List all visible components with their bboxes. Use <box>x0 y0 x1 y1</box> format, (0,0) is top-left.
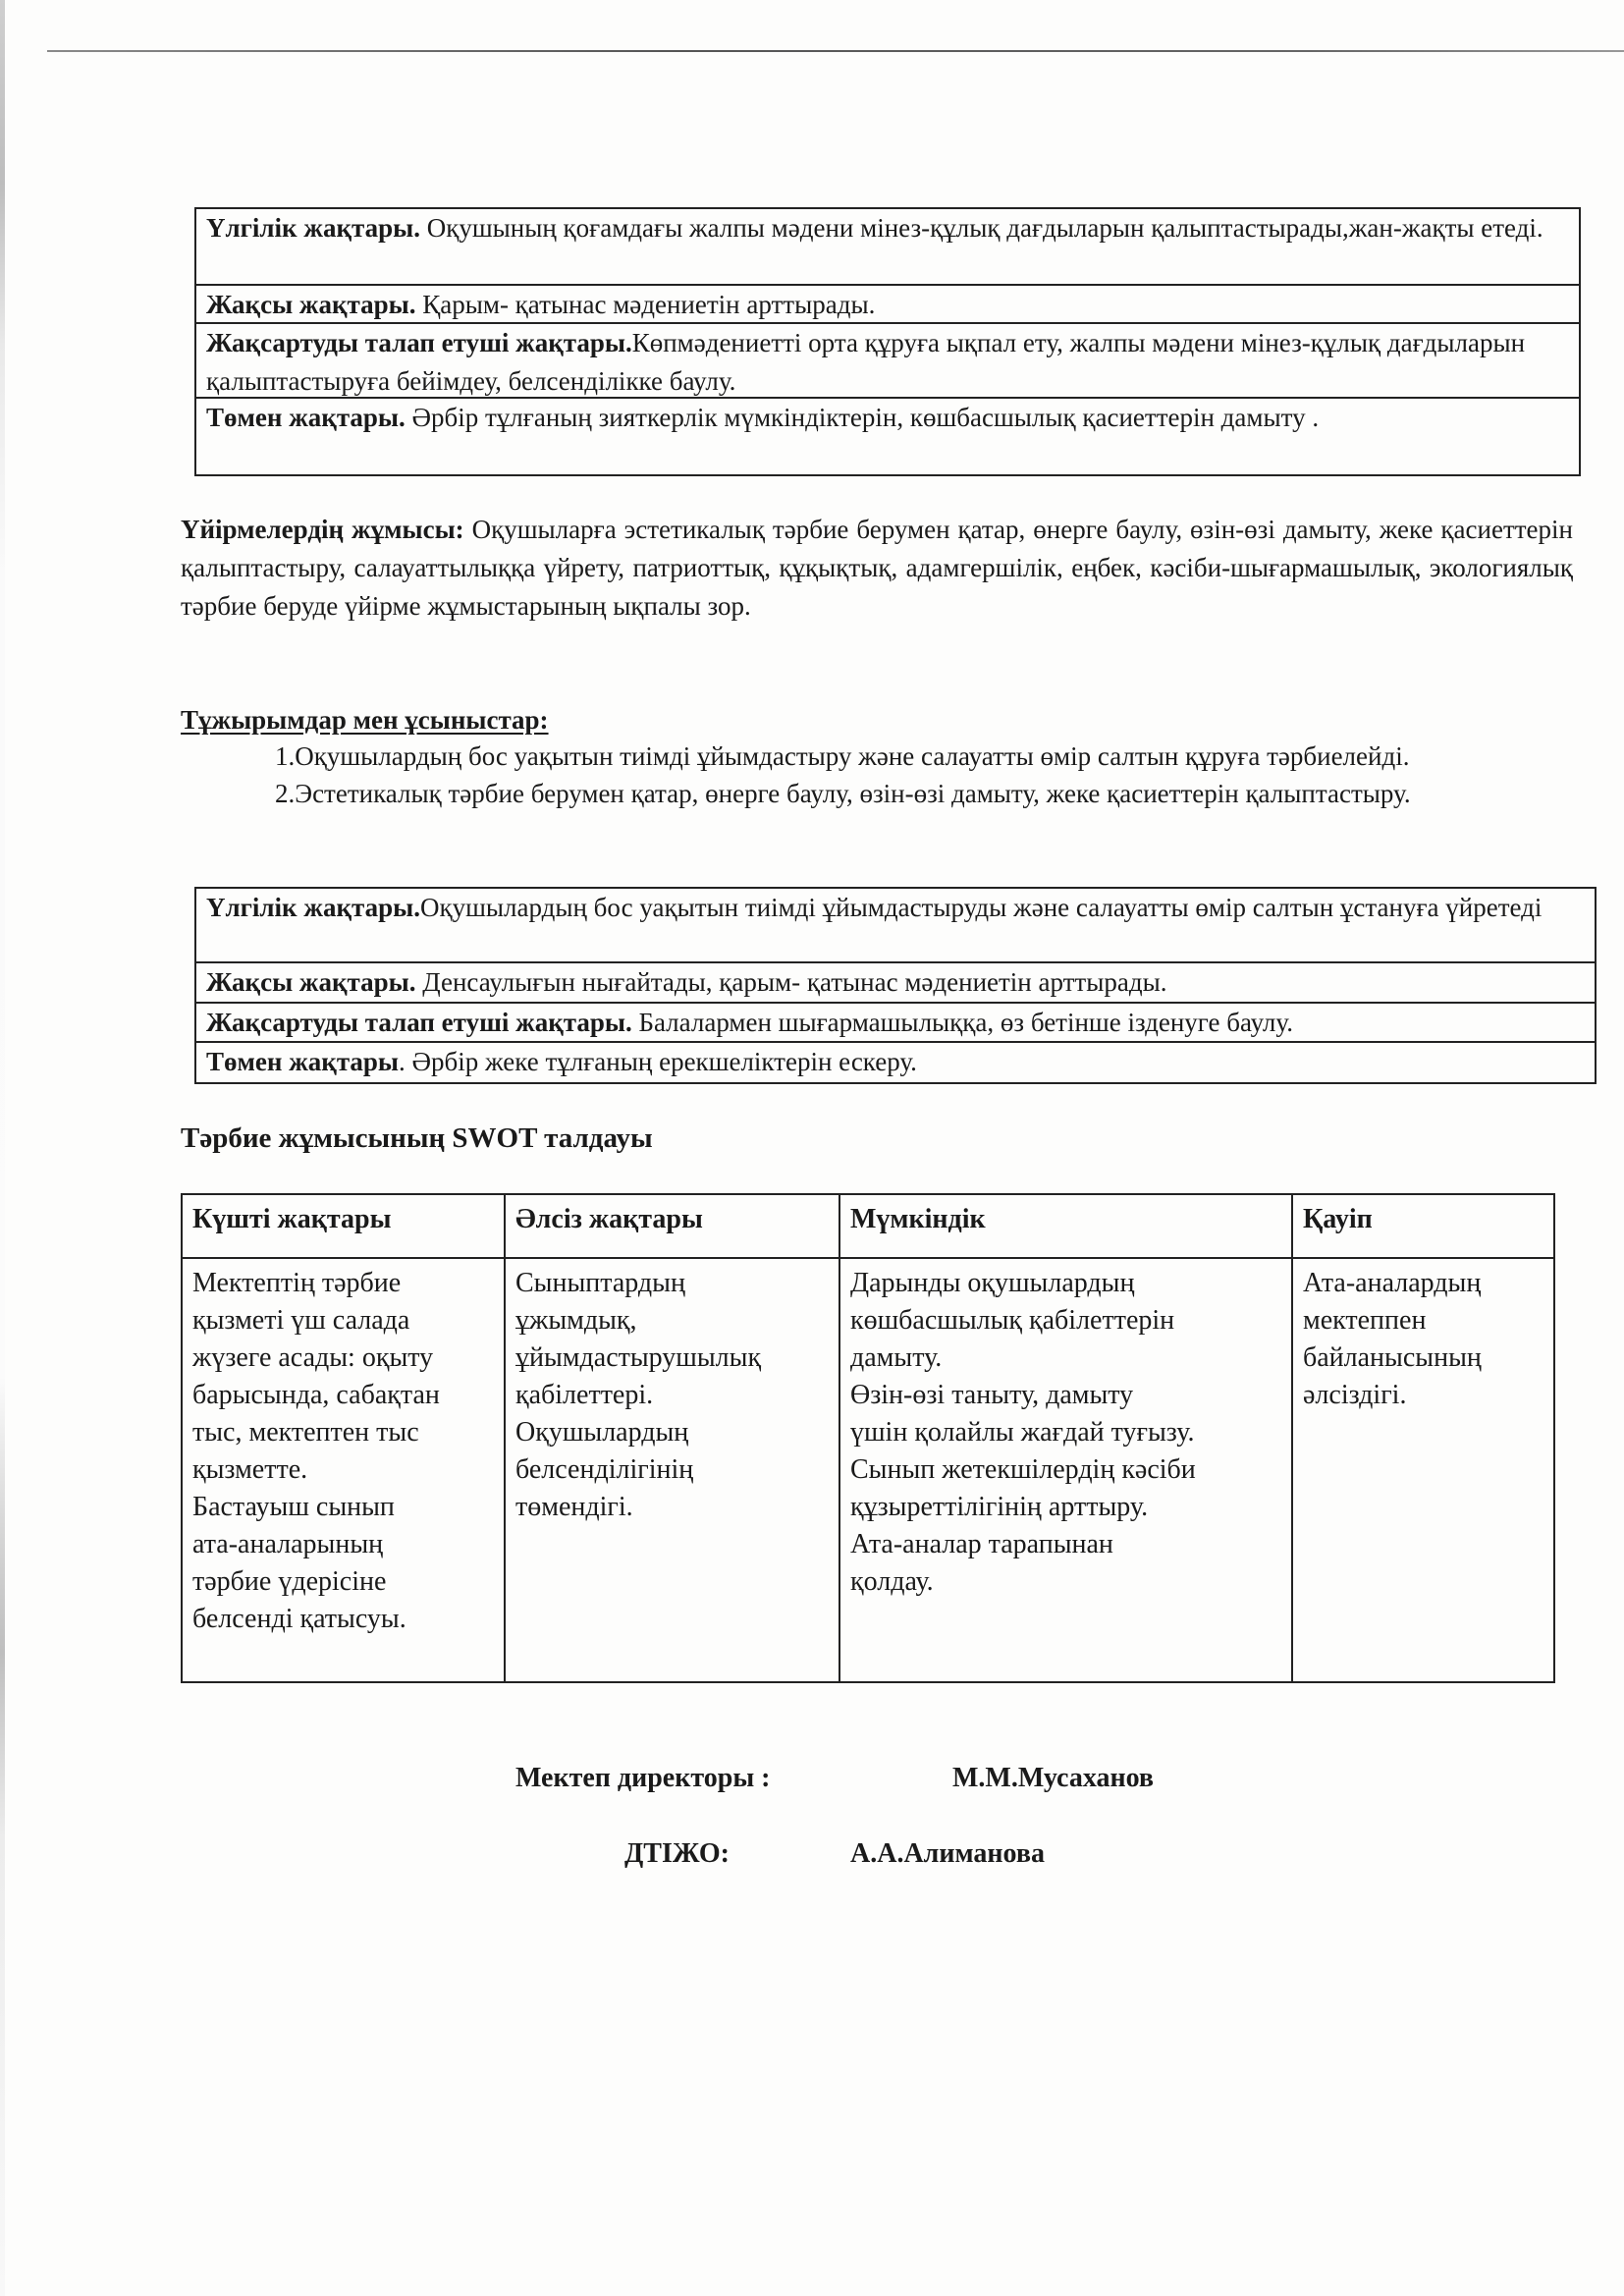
row-text: Әрбір тұлғаның зияткерлік мүмкіндіктерін, көшбасшылық қасиеттерін дамыту . <box>405 403 1320 432</box>
cell-line: Ата-аналардың <box>1303 1268 1482 1298</box>
clubs-label: Үйірмелердің жұмысы: <box>181 515 464 544</box>
table-row <box>196 209 1579 286</box>
table-row <box>196 286 1579 324</box>
cell-line: қолдау. <box>850 1566 934 1597</box>
deputy-role: ДТІЖО: <box>624 1838 730 1869</box>
swot-title: Тәрбие жұмысының SWOT талдауы <box>181 1122 653 1154</box>
swot-body-row <box>182 1258 1554 1682</box>
row-label: Жақсартуды талап етуші жақтары. <box>206 328 632 357</box>
conclusion-item: 1.Оқушылардың бос уақытын тиімді ұйымдастыру және салауатты өмір салтын құруға тәрбиелейді. <box>275 741 1410 771</box>
row-text: . Әрбір жеке тұлғаның ерекшеліктерін ескеру. <box>399 1047 917 1076</box>
cell-line: Сынып жетекшілердің кәсіби <box>850 1454 1196 1485</box>
swot-strengths-cell <box>182 1258 505 1682</box>
row-label: Төмен жақтары <box>206 1047 400 1076</box>
cell-line: тәрбие үдерісіне <box>192 1566 387 1597</box>
cell-line: Дарынды оқушылардың <box>850 1268 1135 1298</box>
deputy-name: А.А.Алиманова <box>850 1838 1045 1869</box>
row-text: Оқушылардың бос уақытын тиімді ұйымдастыруды және салауатты өмір салтын ұстануға үйретеді <box>419 893 1543 922</box>
cell-line: белсенді қатысуы. <box>192 1604 406 1634</box>
swot-header-strengths: Күшті жақтары <box>182 1194 505 1258</box>
cell-line: қабілеттері. <box>515 1380 654 1410</box>
assessment-table-top <box>194 207 1581 476</box>
clubs-paragraph <box>181 511 1573 626</box>
cell-line: көшбасшылық қабілеттерін <box>850 1305 1175 1336</box>
clubs-text: Оқушыларға эстетикалық тәрбие берумен қатар, өнерге баулу, өзін-өзі дамыту, жеке қасиеттерін қалыптастыру, салауаттылыққа үйрету, патриоттық, құқықтық, адамгершілік, еңбек, кәсіби-шығармашылық, экологиялық тәрбие беруде үйірме жұмыстарының ықпалы зор. <box>181 515 1573 621</box>
table-row <box>196 1004 1595 1043</box>
cell-line: Сыныптардың <box>515 1268 685 1298</box>
swot-header-threats: Қауіп <box>1292 1194 1554 1258</box>
swot-threats-cell <box>1292 1258 1554 1682</box>
swot-header-row <box>182 1194 1554 1258</box>
cell-line: төмендігі. <box>515 1492 633 1522</box>
cell-line: белсенділігінің <box>515 1454 694 1485</box>
swot-weaknesses-cell <box>505 1258 839 1682</box>
row-text: Оқушының қоғамдағы жалпы мәдени мінез-құлық дағдыларын қалыптастырады,жан-жақты етеді. <box>419 213 1543 243</box>
row-label: Үлгілік жақтары. <box>206 893 420 922</box>
row-text: Балалармен шығармашылыққа, өз бетінше ізденуге баулу. <box>631 1008 1293 1037</box>
cell-line: Бастауыш сынып <box>192 1492 395 1522</box>
cell-line: қызметте. <box>192 1454 308 1485</box>
cell-line: дамыту. <box>850 1342 943 1373</box>
row-label: Жақсы жақтары. <box>206 290 416 319</box>
table-row <box>196 889 1595 963</box>
cell-line: Мектептің тәрбие <box>192 1268 402 1298</box>
header-rule <box>47 50 1624 52</box>
row-text: Денсаулығын нығайтады, қарым- қатынас мәдениетін арттырады. <box>415 967 1167 997</box>
row-label: Жақсартуды талап етуші жақтары. <box>206 1008 632 1037</box>
cell-line: Ата-аналар тарапынан <box>850 1529 1113 1559</box>
conclusions-heading: Тұжырымдар мен ұсыныстар: <box>181 705 549 735</box>
director-name: М.М.Мусаханов <box>952 1763 1155 1793</box>
table-row <box>196 1043 1595 1082</box>
swot-table <box>181 1193 1555 1683</box>
row-label: Төмен жақтары. <box>206 403 406 432</box>
row-text: Көпмәдениетті орта құруға ықпал ету, жалпы мәдени мінез-құлық дағдыларын қалыптастыруға бейімдеу, белсенділікке баулу. <box>206 328 1526 396</box>
conclusions-list <box>275 738 1551 812</box>
row-label: Жақсы жақтары. <box>206 967 416 997</box>
cell-line: барысында, сабақтан <box>192 1380 440 1410</box>
row-text: Қарым- қатынас мәдениетін арттырады. <box>415 290 876 319</box>
swot-header-opportunities: Мүмкіндік <box>839 1194 1292 1258</box>
cell-line: ата-аналарының <box>192 1529 384 1559</box>
cell-line: әлсіздігі. <box>1303 1380 1407 1410</box>
scan-edge-artifact <box>0 0 5 2296</box>
cell-line: үшін қолайлы жағдай туғызу. <box>850 1417 1195 1448</box>
cell-line: жүзеге асады: оқыту <box>192 1342 434 1373</box>
table-row <box>196 324 1579 399</box>
swot-header-weaknesses: Әлсіз жақтары <box>505 1194 839 1258</box>
cell-line: Өзін-өзі таныту, дамыту <box>850 1380 1134 1410</box>
cell-line: қызметі үш салада <box>192 1305 410 1336</box>
cell-line: мектеппен <box>1303 1305 1427 1336</box>
row-label: Үлгілік жақтары. <box>206 213 420 243</box>
table-row <box>196 399 1579 474</box>
assessment-table-bottom <box>194 887 1597 1084</box>
cell-line: ұжымдық, <box>515 1305 637 1336</box>
conclusion-item: 2.Эстетикалық тәрбие берумен қатар, өнерге баулу, өзін-өзі дамыту, жеке қасиеттерін қалыптастыру. <box>275 779 1411 808</box>
cell-line: тыс, мектептен тыс <box>192 1417 419 1448</box>
table-row <box>196 963 1595 1004</box>
director-role: Мектеп директоры : <box>515 1763 771 1793</box>
cell-line: Оқушылардың <box>515 1417 689 1448</box>
swot-opportunities-cell <box>839 1258 1292 1682</box>
cell-line: ұйымдастырушылық <box>515 1342 762 1373</box>
cell-line: байланысының <box>1303 1342 1482 1373</box>
cell-line: құзыреттілігінің арттыру. <box>850 1492 1149 1522</box>
